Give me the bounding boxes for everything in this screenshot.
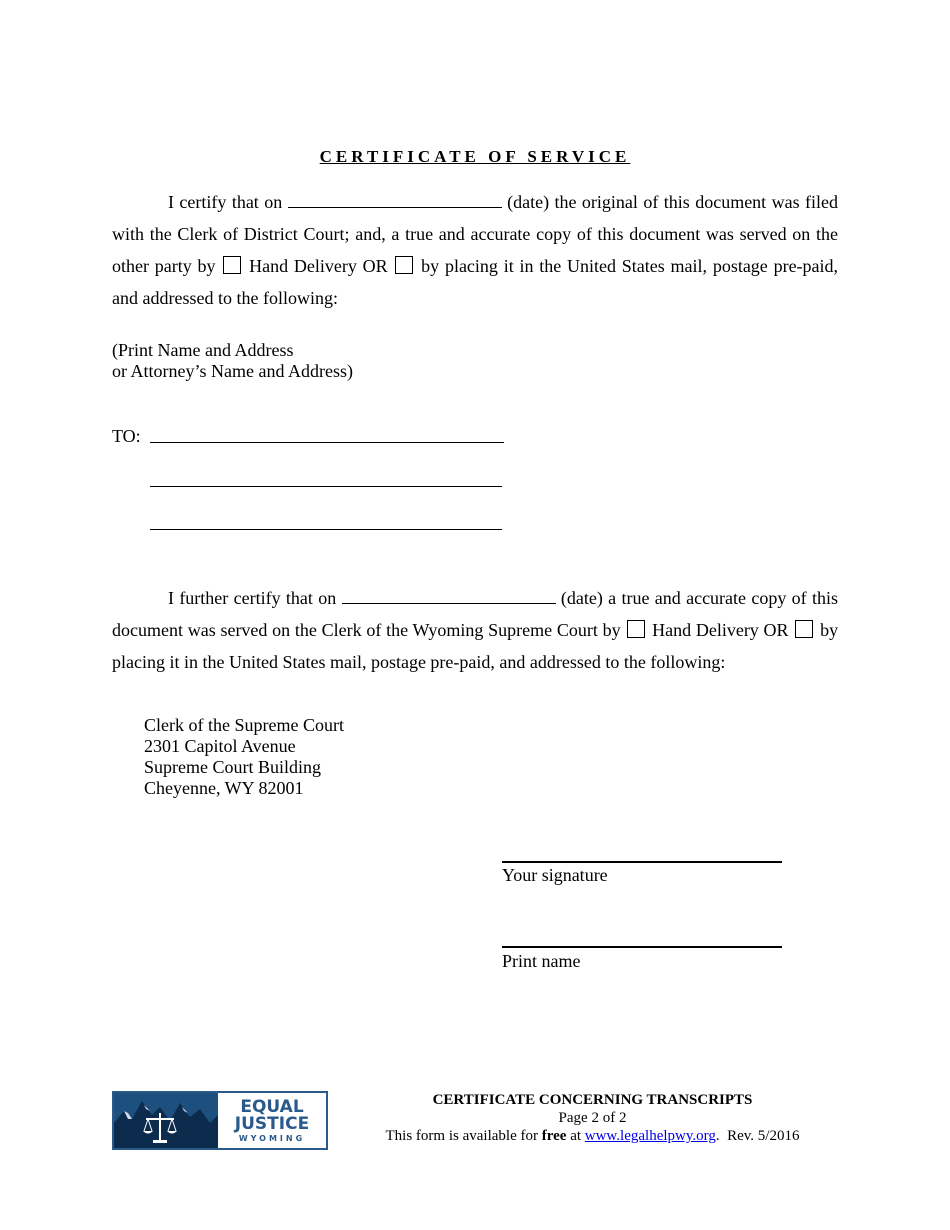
legalhelpwy-link[interactable]: www.legalhelpwy.org (584, 1128, 716, 1144)
certify-paragraph (112, 186, 838, 314)
availability-prefix: This form is available for (385, 1128, 538, 1144)
footer (360, 1091, 825, 1145)
to-address-line-3[interactable] (150, 529, 502, 530)
date-field-2[interactable] (342, 587, 556, 604)
availability-free: free (541, 1128, 567, 1144)
print-name-line-2: or Attorney’s Name and Address) (112, 361, 353, 381)
clerk-address-line-4: Cheyenne, WY 82001 (144, 778, 304, 798)
further-text-2: (date) a true and accurate copy of this document was served on the Clerk of the Wyoming Supreme Court by (112, 588, 838, 640)
further-text-3: by placing it in the United States mail, postage pre-paid, and addressed to the following: (112, 620, 839, 672)
to-label: TO: (112, 426, 141, 446)
certify-text-2: (date) the original of this document was filed with the Clerk of District Court; and, a true and accurate copy of this document was served on the other party by (112, 192, 839, 276)
availability-line (360, 1127, 825, 1145)
logo-line-3: WYOMING (238, 1133, 306, 1143)
revision-text: . Rev. 5/2016 (715, 1128, 800, 1144)
hand-delivery-checkbox-2[interactable] (627, 620, 645, 638)
print-name-instructions (112, 340, 353, 382)
certify-text-1: I certify that on (168, 192, 283, 212)
mail-checkbox-2[interactable] (795, 620, 813, 638)
signature-label: Your signature (502, 865, 608, 885)
further-certify-paragraph (112, 582, 838, 678)
print-name-line[interactable] (502, 946, 782, 948)
to-address-line-1[interactable] (150, 442, 504, 443)
equal-justice-logo (112, 1091, 328, 1150)
date-field-1[interactable] (288, 191, 502, 208)
logo-line-2: JUSTICE (234, 1113, 310, 1134)
form-title: CERTIFICATE CONCERNING TRANSCRIPTS (432, 1092, 753, 1108)
clerk-address-line-1: Clerk of the Supreme Court (144, 715, 344, 735)
availability-at: at (570, 1128, 582, 1144)
hand-delivery-label-1: Hand Delivery OR (249, 256, 388, 276)
mail-checkbox-1[interactable] (395, 256, 413, 274)
hand-delivery-checkbox-1[interactable] (223, 256, 241, 274)
page-title: CERTIFICATE OF SERVICE (319, 147, 631, 166)
page-number: Page 2 of 2 (558, 1110, 627, 1126)
print-name-label: Print name (502, 951, 581, 971)
signature-line[interactable] (502, 861, 782, 863)
further-text-1: I further certify that on (168, 588, 337, 608)
print-name-line-1: (Print Name and Address (112, 340, 294, 360)
logo-text (218, 1093, 326, 1148)
logo-line-1: EQUAL (240, 1096, 304, 1117)
clerk-address-line-2: 2301 Capitol Avenue (144, 736, 296, 756)
hand-delivery-label-2: Hand Delivery OR (652, 620, 789, 640)
mountains-scales-icon (114, 1093, 218, 1148)
clerk-address (144, 715, 344, 799)
clerk-address-line-3: Supreme Court Building (144, 757, 321, 777)
to-address-line-2[interactable] (150, 486, 502, 487)
certify-text-3: by placing it in the United States mail, postage pre-paid, and addressed to the following: (112, 256, 839, 308)
